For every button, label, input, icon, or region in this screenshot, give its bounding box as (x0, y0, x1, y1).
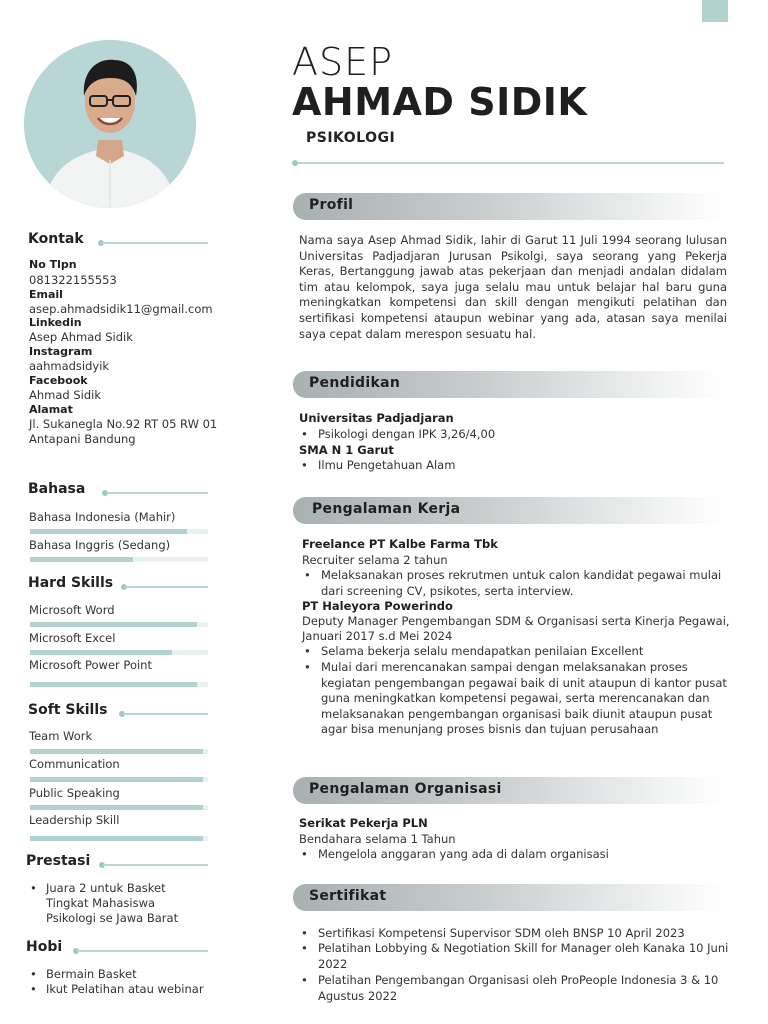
profil-text: Nama saya Asep Ahmad Sidik, lahir di Garut 11 Juli 1994 seorang lulusan Universitas Padjadjaran Jurusan Psikolgi, saya seorang yang Pekerja Keras, Bertanggung jawab atas pekerjaan dan menjadi andalan didalam tim atau kelompok, saya juga selalu mau untuk belajar hal baru guna meningkatkan kompetensi dan skill dengan mengikuti pelatihan dan sertifikasi kompetensi ataupun webinar yang ada, atasan saya menilai saya cepat dalam merespon sesuatu hal. (299, 233, 727, 341)
job-bullet-line3: guna meningkatkan kompetensi pegawai, serta merencanakan dan (321, 691, 710, 705)
email-label: Email (29, 288, 63, 301)
sertifikat-header (293, 884, 723, 911)
title-divider (296, 162, 724, 164)
language-english-bar (30, 557, 208, 562)
school-detail: • Psikologi dengan IPK 3,26/4,00 (318, 427, 495, 443)
hobi-heading-line (77, 950, 208, 952)
org-name: Serikat Pekerja PLN (299, 816, 428, 830)
hobi-heading: Hobi (26, 939, 63, 955)
school-detail: • Ilmu Pengetahuan Alam (318, 458, 455, 474)
language-indonesia-bar (30, 529, 208, 534)
profil-heading: Profil (309, 197, 354, 213)
prestasi-item-line2: Tingkat Mahasiswa (46, 896, 156, 910)
skill-teamwork-bar (30, 749, 208, 754)
bahasa-heading: Bahasa (28, 481, 86, 497)
skill-powerpoint-bar (30, 682, 208, 687)
skill-word: Microsoft Word (29, 603, 115, 617)
skill-teamwork: Team Work (29, 729, 93, 743)
prestasi-heading-line (103, 864, 208, 866)
certificate-item-line1: • Pelatihan Pengembangan Organisasi oleh ProPeople Indonesia 3 & 10 (318, 973, 718, 989)
job-company: Freelance PT Kalbe Farma Tbk (302, 537, 498, 551)
school-name: SMA N 1 Garut (299, 443, 394, 457)
linkedin-value[interactable]: Asep Ahmad Sidik (29, 330, 133, 344)
instagram-value[interactable]: aahmadsidyik (29, 359, 110, 373)
certificate-item-line1: • Sertifikasi Kompetensi Supervisor SDM oleh BNSP 10 April 2023 (318, 926, 685, 942)
job-bullet: • Selama bekerja selalu mendapatkan penilaian Excellent (321, 644, 643, 660)
prestasi-item-line3: Psikologi se Jawa Barat (46, 911, 179, 925)
language-indonesia: Bahasa Indonesia (Mahir) (29, 510, 176, 524)
hard-skills-heading-line (125, 586, 208, 588)
pengalaman-organisasi-header (293, 777, 723, 804)
email-value[interactable]: asep.ahmadsidik11@gmail.com (29, 302, 213, 316)
job-bullet-line1: • Melaksanakan proses rekrutmen untuk calon kandidat pegawai mulai (321, 568, 721, 584)
skill-excel-bar (30, 650, 208, 655)
soft-skills-heading-line (123, 713, 208, 715)
linkedin-label: Linkedin (29, 316, 82, 329)
hard-skills-heading: Hard Skills (28, 575, 114, 591)
phone-value[interactable]: 081322155553 (29, 273, 117, 287)
kontak-heading: Kontak (28, 231, 84, 247)
skill-teamwork-bar-fill (30, 749, 203, 754)
hobi-item: • Bermain Basket (46, 967, 137, 982)
skill-communication: Communication (29, 757, 120, 771)
skill-public-speaking: Public Speaking (29, 786, 120, 800)
instagram-label: Instagram (29, 345, 93, 358)
certificate-item-line2: Agustus 2022 (318, 989, 398, 1003)
skill-communication-bar (30, 777, 208, 782)
sertifikat-heading: Sertifikat (309, 888, 387, 904)
hobi-item: • Ikut Pelatihan atau webinar (46, 982, 204, 997)
skill-public-speaking-bar (30, 805, 208, 810)
language-indonesia-bar-fill (30, 529, 187, 534)
certificate-item-line1: • Pelatihan Lobbying & Negotiation Skill for Manager oleh Kanaka 10 Juni (318, 941, 728, 957)
facebook-label: Facebook (29, 374, 88, 387)
last-name: AHMAD SIDIK (292, 80, 588, 124)
job-bullet-line4: melaksanakan pengembangan organisasi baik diunit ataupun pusat (321, 707, 713, 721)
phone-label: No Tlpn (29, 258, 77, 271)
skill-word-bar-fill (30, 622, 197, 627)
skill-excel-bar-fill (30, 650, 172, 655)
job-role-line2: Januari 2017 s.d Mei 2024 (302, 629, 453, 643)
pengalaman-kerja-heading: Pengalaman Kerja (312, 501, 461, 517)
pendidikan-heading: Pendidikan (309, 375, 401, 391)
pendidikan-header (293, 371, 723, 398)
corner-accent-block (702, 0, 728, 22)
language-english-bar-fill (30, 557, 133, 562)
first-name: ASEP (292, 40, 394, 84)
title-divider-dot (292, 160, 298, 166)
job-bullet-line2: dari screening CV, psikotes, serta interview. (321, 584, 574, 598)
pengalaman-kerja-header (293, 497, 723, 524)
skill-powerpoint-bar-fill (30, 682, 197, 687)
profil-header (293, 193, 723, 220)
skill-leadership-bar-fill (30, 836, 203, 841)
org-bullet: • Mengelola anggaran yang ada di dalam organisasi (318, 847, 609, 863)
language-english: Bahasa Inggris (Sedang) (29, 538, 171, 552)
address-value-line1: Jl. Sukanegla No.92 RT 05 RW 01 (29, 417, 218, 431)
soft-skills-heading: Soft Skills (28, 702, 108, 718)
address-label: Alamat (29, 403, 73, 416)
skill-excel: Microsoft Excel (29, 631, 116, 645)
school-name: Universitas Padjadjaran (299, 411, 454, 425)
kontak-heading-line (102, 242, 208, 244)
skill-leadership: Leadership Skill (29, 813, 120, 827)
skill-word-bar (30, 622, 208, 627)
facebook-value[interactable]: Ahmad Sidik (29, 388, 102, 402)
profile-photo (24, 40, 196, 208)
address-value-line2: Antapani Bandung (29, 432, 136, 446)
job-company: PT Haleyora Powerindo (302, 599, 453, 613)
job-title: PSIKOLOGI (306, 130, 396, 146)
prestasi-item-line1: • Juara 2 untuk Basket (46, 881, 166, 896)
job-bullet-line1: • Mulai dari merencanakan sampai dengan melaksanakan proses (321, 660, 688, 676)
pengalaman-organisasi-heading: Pengalaman Organisasi (309, 781, 502, 797)
job-role-line1: Deputy Manager Pengembangan SDM & Organisasi serta Kinerja Pegawai, (302, 614, 730, 628)
skill-leadership-bar (30, 836, 208, 841)
job-bullet-line5: agar bisa menunjang proses bisnis dan tujuan perusahaan (321, 722, 659, 736)
certificate-item-line2: 2022 (318, 957, 348, 971)
skill-communication-bar-fill (30, 777, 203, 782)
prestasi-heading: Prestasi (26, 853, 91, 869)
job-role: Recruiter selama 2 tahun (302, 553, 448, 567)
person-illustration (24, 40, 196, 208)
job-bullet-line2: kegiatan pengembangan pegawai baik di unit ataupun di kantor pusat (321, 676, 727, 690)
bahasa-heading-line (106, 492, 208, 494)
org-role: Bendahara selama 1 Tahun (299, 832, 456, 846)
skill-public-speaking-bar-fill (30, 805, 203, 810)
skill-powerpoint: Microsoft Power Point (29, 658, 152, 672)
